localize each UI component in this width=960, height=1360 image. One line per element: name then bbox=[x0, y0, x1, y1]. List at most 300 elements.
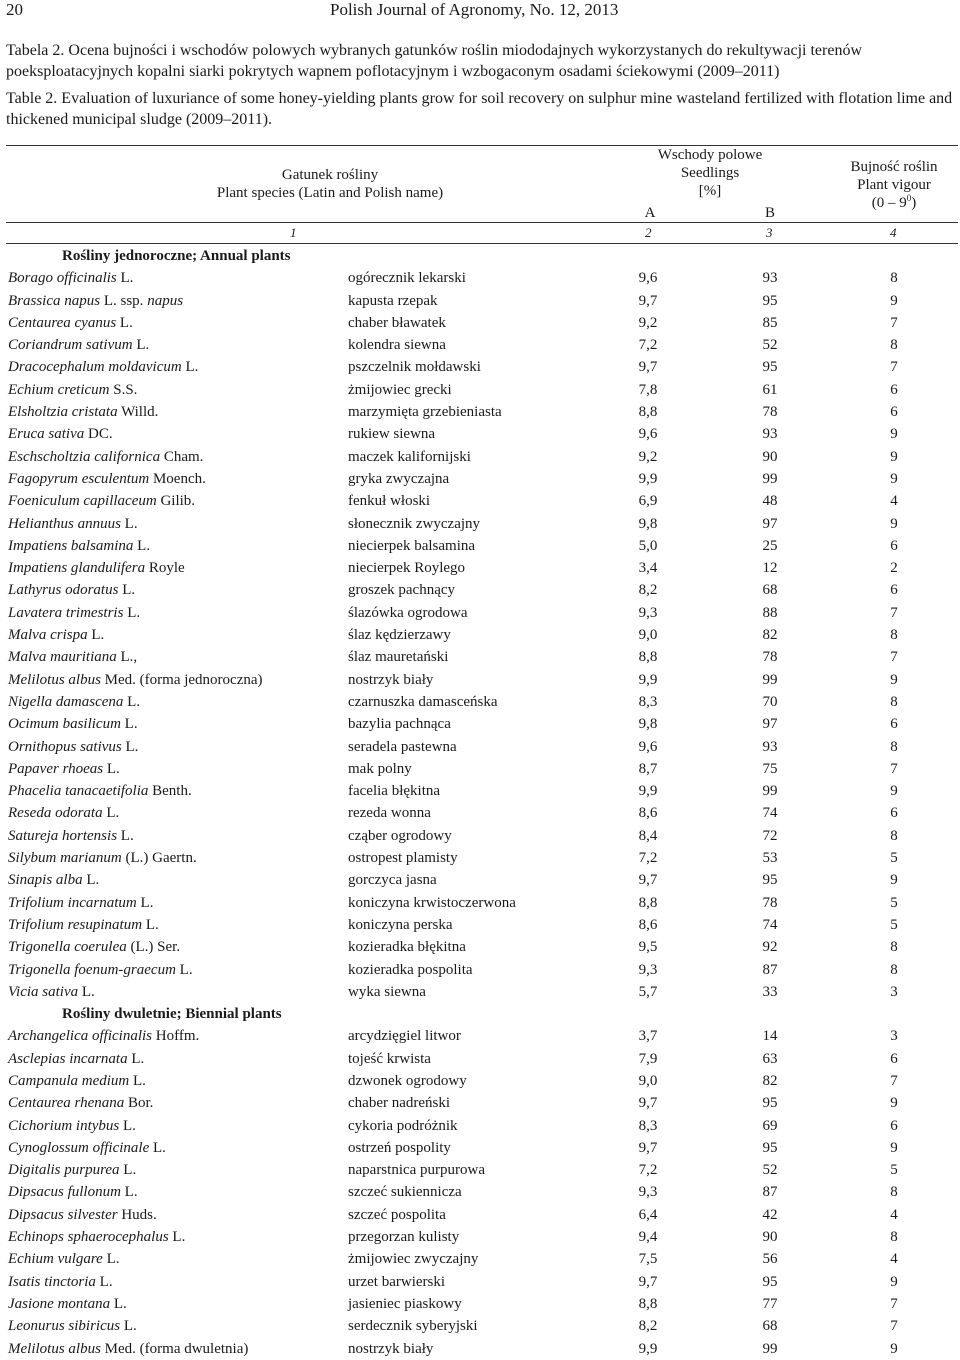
plant-vigour: 7 bbox=[890, 604, 898, 621]
plant-vigour: 6 bbox=[890, 537, 898, 554]
latin-name-italic: Lathyrus odoratus bbox=[8, 582, 119, 599]
polish-name: dzwonek ogrodowy bbox=[348, 1072, 467, 1089]
table-row bbox=[0, 557, 960, 579]
latin-name-italic: Dracocephalum moldavicum bbox=[8, 359, 182, 376]
seedlings-a: 9,9 bbox=[638, 1340, 658, 1357]
latin-name bbox=[8, 869, 99, 891]
latin-name bbox=[8, 1159, 136, 1181]
seedlings-b: 97 bbox=[762, 716, 778, 733]
polish-name: rezeda wonna bbox=[348, 805, 431, 822]
latin-name-italic: Trigonella foenum-graecum bbox=[8, 961, 176, 978]
header-col-b: B bbox=[764, 205, 775, 221]
table-row bbox=[0, 624, 960, 646]
latin-name-italic: Coriandrum sativum bbox=[8, 337, 133, 354]
latin-name-italic: Echinops sphaerocephalus bbox=[8, 1229, 169, 1246]
latin-name bbox=[8, 401, 158, 423]
plant-vigour: 9 bbox=[890, 1095, 898, 1112]
latin-name bbox=[8, 825, 134, 847]
latin-name bbox=[8, 1226, 185, 1248]
plant-vigour: 9 bbox=[890, 1273, 898, 1290]
seedlings-b: 61 bbox=[762, 381, 778, 398]
seedlings-a: 8,8 bbox=[638, 1295, 658, 1312]
polish-name: ślaz kędzierzawy bbox=[348, 627, 451, 644]
latin-name-italic: Dipsacus fullonum bbox=[8, 1184, 121, 1201]
latin-name-italic: Echium creticum bbox=[8, 381, 110, 398]
seedlings-b: 82 bbox=[762, 1072, 778, 1089]
latin-name bbox=[8, 602, 140, 624]
table-row bbox=[0, 1315, 960, 1337]
seedlings-b: 69 bbox=[762, 1117, 778, 1134]
latin-name-authority: Med. (forma dwuletnia) bbox=[100, 1340, 249, 1357]
latin-name bbox=[8, 892, 153, 914]
seedlings-b: 52 bbox=[762, 337, 778, 354]
latin-name-authority: L. bbox=[120, 1184, 138, 1201]
table-row bbox=[0, 423, 960, 445]
polish-name: seradela pastewna bbox=[348, 738, 457, 755]
table-section-heading bbox=[0, 1003, 960, 1025]
seedlings-b: 97 bbox=[762, 515, 778, 532]
polish-name: nostrzyk biały bbox=[348, 671, 434, 688]
latin-name bbox=[8, 1181, 138, 1203]
latin-name-authority: L. bbox=[87, 627, 105, 644]
polish-name: kapusta rzepak bbox=[348, 292, 438, 309]
table-row bbox=[0, 579, 960, 601]
seedlings-b: 72 bbox=[762, 827, 778, 844]
seedlings-b: 70 bbox=[762, 693, 778, 710]
latin-name bbox=[8, 780, 192, 802]
latin-name bbox=[8, 312, 133, 334]
seedlings-a: 9,7 bbox=[638, 1139, 658, 1156]
seedlings-b: 88 bbox=[762, 604, 778, 621]
latin-name bbox=[8, 1070, 146, 1092]
plant-vigour: 6 bbox=[890, 1050, 898, 1067]
plant-vigour: 7 bbox=[890, 1295, 898, 1312]
column-number-4: 4 bbox=[890, 225, 897, 240]
table-caption-english: Table 2. Evaluation of luxuriance of some honey-yielding plants grow for soil recovery on sulphur mine wasteland fertilized with flotation lime and thickened municipal sludge (2009–2011). bbox=[6, 90, 953, 128]
plant-vigour: 9 bbox=[890, 515, 898, 532]
latin-name bbox=[8, 379, 137, 401]
latin-name-italic: Asclepias incarnata bbox=[8, 1050, 128, 1067]
polish-name: słonecznik zwyczajny bbox=[348, 515, 481, 532]
latin-name bbox=[8, 468, 206, 490]
latin-name-authority: L. bbox=[168, 1229, 186, 1246]
seedlings-a: 9,6 bbox=[638, 426, 658, 443]
header-seedlings bbox=[620, 146, 800, 200]
page-header bbox=[0, 0, 960, 24]
table-row bbox=[0, 602, 960, 624]
latin-name-authority: DC. bbox=[84, 426, 113, 443]
seedlings-a: 9,7 bbox=[638, 359, 658, 376]
latin-name-authority: L. bbox=[78, 983, 95, 1000]
plant-vigour: 9 bbox=[890, 872, 898, 889]
column-number-rule bbox=[6, 243, 958, 244]
polish-name: niecierpek Roylego bbox=[348, 560, 466, 577]
latin-name-authority: L. bbox=[103, 760, 120, 777]
latin-name-authority: L. bbox=[118, 582, 136, 599]
latin-name bbox=[8, 669, 263, 691]
polish-name: fenkuł włoski bbox=[348, 493, 431, 510]
seedlings-a: 8,6 bbox=[638, 916, 658, 933]
seedlings-a: 9,6 bbox=[638, 270, 658, 287]
latin-name-italic: napus bbox=[147, 292, 184, 309]
seedlings-b: 68 bbox=[762, 582, 778, 599]
latin-name bbox=[8, 1315, 137, 1337]
latin-name bbox=[8, 1248, 120, 1270]
seedlings-b: 99 bbox=[762, 1340, 778, 1357]
latin-name bbox=[8, 334, 149, 356]
latin-name bbox=[8, 981, 95, 1003]
table-row bbox=[0, 1248, 960, 1270]
latin-name bbox=[8, 290, 183, 312]
seedlings-b: 53 bbox=[762, 850, 778, 867]
page-number: 20 bbox=[6, 0, 23, 19]
latin-name bbox=[8, 758, 120, 780]
plant-vigour: 6 bbox=[890, 582, 898, 599]
table-row bbox=[0, 758, 960, 780]
latin-name-authority: L. bbox=[120, 1318, 137, 1335]
latin-name-authority: L. bbox=[119, 1162, 137, 1179]
plant-vigour: 6 bbox=[890, 716, 898, 733]
latin-name-authority: Bor. bbox=[124, 1095, 154, 1112]
latin-name-authority: L. bbox=[133, 537, 151, 554]
table-row bbox=[0, 736, 960, 758]
polish-name: koniczyna krwistoczerwona bbox=[348, 894, 516, 911]
plant-vigour: 8 bbox=[890, 738, 898, 755]
plant-vigour: 4 bbox=[890, 1206, 898, 1223]
table-row bbox=[0, 1048, 960, 1070]
seedlings-b: 63 bbox=[762, 1050, 778, 1067]
plant-vigour: 7 bbox=[890, 760, 898, 777]
polish-name: arcydzięgiel litwor bbox=[348, 1028, 461, 1045]
table-row bbox=[0, 1137, 960, 1159]
latin-name-authority: S.S. bbox=[109, 381, 138, 398]
latin-name bbox=[8, 1048, 144, 1070]
plant-vigour: 3 bbox=[890, 1028, 898, 1045]
seedlings-a: 9,9 bbox=[638, 671, 658, 688]
seedlings-a: 9,7 bbox=[638, 1273, 658, 1290]
latin-name-authority: Gilib. bbox=[156, 493, 196, 510]
polish-name: niecierpek balsamina bbox=[348, 537, 476, 554]
seedlings-a: 6,9 bbox=[638, 493, 658, 510]
latin-name-italic: Lavatera trimestris bbox=[8, 604, 124, 621]
latin-name-authority: L. bbox=[117, 827, 134, 844]
plant-vigour: 8 bbox=[890, 627, 898, 644]
latin-name bbox=[8, 1293, 127, 1315]
seedlings-a: 9,2 bbox=[638, 448, 658, 465]
latin-name-italic: Satureja hortensis bbox=[8, 827, 118, 844]
header-col-a: A bbox=[644, 205, 656, 221]
table-row bbox=[0, 535, 960, 557]
polish-name: nostrzyk biały bbox=[348, 1340, 434, 1357]
polish-name: szczeć sukiennicza bbox=[348, 1184, 462, 1201]
header-species-en: Plant species (Latin and Polish name) bbox=[216, 185, 444, 201]
polish-name: gorczyca jasna bbox=[348, 872, 437, 889]
header-vigour-en: Plant vigour bbox=[857, 177, 931, 193]
table-row bbox=[0, 1226, 960, 1248]
seedlings-b: 90 bbox=[762, 448, 778, 465]
latin-name bbox=[8, 557, 185, 579]
seedlings-b: 56 bbox=[762, 1251, 778, 1268]
polish-name: rukiew siewna bbox=[348, 426, 436, 443]
plant-vigour: 6 bbox=[890, 805, 898, 822]
polish-name: żmijowiec zwyczajny bbox=[348, 1251, 479, 1268]
table-row bbox=[0, 847, 960, 869]
seedlings-a: 7,8 bbox=[638, 381, 658, 398]
plant-vigour: 7 bbox=[890, 1318, 898, 1335]
seedlings-b: 48 bbox=[762, 493, 778, 510]
latin-name-authority: (L.) Gaertn. bbox=[121, 850, 197, 867]
polish-name: ogórecznik lekarski bbox=[348, 270, 466, 287]
table-row bbox=[0, 691, 960, 713]
latin-name-authority: L. bbox=[102, 1251, 120, 1268]
table-row bbox=[0, 1271, 960, 1293]
table-row bbox=[0, 334, 960, 356]
seedlings-a: 7,2 bbox=[638, 337, 658, 354]
latin-name-italic: Vicia sativa bbox=[8, 983, 79, 1000]
latin-name-italic: Papaver rhoeas bbox=[8, 760, 104, 777]
seedlings-b: 33 bbox=[762, 983, 778, 1000]
latin-name-italic: Silybum marianum bbox=[8, 850, 122, 867]
latin-name-authority: L. bbox=[121, 738, 139, 755]
latin-name-italic: Phacelia tanacaetifolia bbox=[8, 783, 149, 800]
table-row bbox=[0, 379, 960, 401]
seedlings-a: 5,7 bbox=[638, 983, 658, 1000]
latin-name-italic: Foeniculum capillaceum bbox=[8, 493, 157, 510]
plant-vigour: 9 bbox=[890, 448, 898, 465]
section-label: Rośliny dwuletnie; Biennial plants bbox=[62, 1006, 282, 1023]
table-row bbox=[0, 780, 960, 802]
polish-name: naparstnica purpurowa bbox=[348, 1162, 486, 1179]
seedlings-a: 8,2 bbox=[638, 582, 658, 599]
plant-vigour: 2 bbox=[890, 560, 898, 577]
seedlings-b: 12 bbox=[762, 560, 778, 577]
latin-name-italic: Elsholtzia cristata bbox=[8, 404, 118, 421]
seedlings-b: 75 bbox=[762, 760, 778, 777]
plant-vigour: 8 bbox=[890, 939, 898, 956]
seedlings-b: 95 bbox=[762, 1273, 778, 1290]
polish-name: gryka zwyczajna bbox=[348, 470, 450, 487]
latin-name-authority: Moench. bbox=[149, 470, 206, 487]
latin-name bbox=[8, 535, 150, 557]
column-number-1: 1 bbox=[290, 225, 297, 240]
column-number-3: 3 bbox=[766, 225, 773, 240]
table-row bbox=[0, 713, 960, 735]
seedlings-b: 25 bbox=[762, 537, 778, 554]
latin-name bbox=[8, 959, 193, 981]
polish-name: groszek pachnący bbox=[348, 582, 456, 599]
plant-vigour: 9 bbox=[890, 1340, 898, 1357]
latin-name-italic: Nigella damascena bbox=[8, 693, 124, 710]
seedlings-a: 9,3 bbox=[638, 1184, 658, 1201]
latin-name bbox=[8, 1115, 136, 1137]
table-caption-polish: Tabela 2. Ocena bujności i wschodów polowych wybranych gatunków roślin miododajnych wykorzystanych do rekultywacji terenów poeksploatacyjnych kopalni siarki pokrytych wapnem poflotacyjnym i wzbogaconym osadami ściekowymi (2009–2011) bbox=[6, 42, 862, 80]
latin-name-italic: Centaurea rhenana bbox=[8, 1095, 125, 1112]
latin-name bbox=[8, 736, 138, 758]
seedlings-b: 93 bbox=[762, 270, 778, 287]
seedlings-a: 3,4 bbox=[638, 560, 658, 577]
latin-name-authority: L. bbox=[116, 270, 134, 287]
seedlings-a: 9,6 bbox=[638, 738, 658, 755]
table-row bbox=[0, 936, 960, 958]
table-top-rule bbox=[6, 145, 958, 146]
latin-name-authority: L. bbox=[142, 916, 159, 933]
latin-name bbox=[8, 646, 137, 668]
seedlings-a: 8,7 bbox=[638, 760, 658, 777]
seedlings-a: 8,4 bbox=[638, 827, 658, 844]
latin-name bbox=[8, 356, 198, 378]
seedlings-b: 78 bbox=[762, 894, 778, 911]
table-row bbox=[0, 802, 960, 824]
seedlings-a: 8,8 bbox=[638, 894, 658, 911]
seedlings-b: 74 bbox=[762, 916, 778, 933]
table-row bbox=[0, 869, 960, 891]
latin-name-italic: Melilotus albus bbox=[8, 671, 101, 688]
latin-name-italic: Borago officinalis bbox=[8, 270, 117, 287]
plant-vigour: 7 bbox=[890, 649, 898, 666]
latin-name-authority: Hoffm. bbox=[152, 1028, 200, 1045]
seedlings-b: 99 bbox=[762, 470, 778, 487]
latin-name bbox=[8, 579, 135, 601]
seedlings-a: 3,7 bbox=[638, 1028, 658, 1045]
latin-name-italic: Eruca sativa bbox=[8, 426, 85, 443]
seedlings-b: 93 bbox=[762, 738, 778, 755]
latin-name-authority: Benth. bbox=[148, 783, 192, 800]
header-seedlings-unit: [%] bbox=[698, 183, 722, 199]
seedlings-b: 93 bbox=[762, 426, 778, 443]
latin-name bbox=[8, 490, 195, 512]
header-species-pl: Gatunek rośliny bbox=[281, 167, 379, 183]
seedlings-b: 78 bbox=[762, 649, 778, 666]
plant-vigour: 9 bbox=[890, 671, 898, 688]
plant-vigour: 7 bbox=[890, 359, 898, 376]
plant-vigour: 8 bbox=[890, 827, 898, 844]
seedlings-a: 9,5 bbox=[638, 939, 658, 956]
seedlings-a: 9,4 bbox=[638, 1229, 658, 1246]
table-body bbox=[0, 245, 960, 1360]
latin-name-italic: Trigonella coerulea bbox=[8, 939, 127, 956]
seedlings-b: 77 bbox=[762, 1295, 778, 1312]
latin-name-authority: L. bbox=[102, 805, 120, 822]
seedlings-a: 9,0 bbox=[638, 1072, 658, 1089]
table-row bbox=[0, 513, 960, 535]
latin-name bbox=[8, 624, 104, 646]
table-row bbox=[0, 1115, 960, 1137]
latin-name-authority: L. bbox=[127, 1050, 145, 1067]
seedlings-b: 90 bbox=[762, 1229, 778, 1246]
polish-name: ostrzeń pospolity bbox=[348, 1139, 451, 1156]
table-row bbox=[0, 1159, 960, 1181]
latin-name-authority: L. bbox=[110, 1295, 127, 1312]
seedlings-b: 87 bbox=[762, 961, 778, 978]
latin-name-italic: Cichorium intybus bbox=[8, 1117, 120, 1134]
table-row bbox=[0, 646, 960, 668]
polish-name: facelia błękitna bbox=[348, 783, 441, 800]
latin-name bbox=[8, 936, 180, 958]
seedlings-a: 9,7 bbox=[638, 1095, 658, 1112]
table-row bbox=[0, 1204, 960, 1226]
seedlings-a: 7,5 bbox=[638, 1251, 658, 1268]
polish-name: cykoria podróżnik bbox=[348, 1117, 458, 1134]
latin-name-italic: Cynoglossum officinale bbox=[8, 1139, 150, 1156]
table-row bbox=[0, 290, 960, 312]
plant-vigour: 8 bbox=[890, 270, 898, 287]
latin-name bbox=[8, 1271, 113, 1293]
plant-vigour: 8 bbox=[890, 693, 898, 710]
seedlings-a: 9,8 bbox=[638, 515, 658, 532]
polish-name: marzymięta grzebieniasta bbox=[348, 404, 502, 421]
polish-name: mak polny bbox=[348, 760, 412, 777]
header-rule bbox=[6, 222, 958, 223]
seedlings-b: 95 bbox=[762, 359, 778, 376]
journal-title: Polish Journal of Agronomy, No. 12, 2013 bbox=[330, 0, 619, 19]
latin-name bbox=[8, 423, 113, 445]
latin-name-authority: L. bbox=[82, 872, 100, 889]
latin-name-italic: Trifolium incarnatum bbox=[8, 894, 137, 911]
latin-name-italic: Malva crispa bbox=[8, 627, 88, 644]
seedlings-a: 7,2 bbox=[638, 1162, 658, 1179]
seedlings-a: 9,8 bbox=[638, 716, 658, 733]
polish-name: serdecznik syberyjski bbox=[348, 1318, 478, 1335]
seedlings-a: 7,2 bbox=[638, 850, 658, 867]
seedlings-b: 95 bbox=[762, 1095, 778, 1112]
latin-name-authority: L., bbox=[116, 649, 138, 666]
seedlings-a: 9,3 bbox=[638, 604, 658, 621]
latin-name-italic: Ocimum basilicum bbox=[8, 716, 121, 733]
latin-name-italic: Ornithopus sativus bbox=[8, 738, 122, 755]
latin-name-italic: Fagopyrum esculentum bbox=[8, 470, 150, 487]
latin-name-italic: Leonurus sibiricus bbox=[8, 1318, 121, 1335]
latin-name-authority: L. bbox=[123, 604, 141, 621]
plant-vigour: 6 bbox=[890, 1117, 898, 1134]
latin-name bbox=[8, 267, 133, 289]
plant-vigour: 6 bbox=[890, 381, 898, 398]
table-row bbox=[0, 1338, 960, 1360]
latin-name bbox=[8, 1137, 166, 1159]
latin-name-authority: Huds. bbox=[117, 1206, 157, 1223]
table-row bbox=[0, 1181, 960, 1203]
seedlings-b: 92 bbox=[762, 939, 778, 956]
latin-name-authority: L. bbox=[120, 716, 138, 733]
polish-name: cząber ogrodowy bbox=[348, 827, 452, 844]
seedlings-a: 9,7 bbox=[638, 872, 658, 889]
plant-vigour: 9 bbox=[890, 1139, 898, 1156]
seedlings-b: 42 bbox=[762, 1206, 778, 1223]
latin-name-authority: Willd. bbox=[117, 404, 159, 421]
plant-vigour: 3 bbox=[890, 983, 898, 1000]
plant-vigour: 9 bbox=[890, 292, 898, 309]
latin-name bbox=[8, 1204, 157, 1226]
latin-name-italic: Helianthus annuus bbox=[8, 515, 121, 532]
latin-name-authority: L. bbox=[123, 693, 141, 710]
column-number-2: 2 bbox=[645, 225, 652, 240]
section-label: Rośliny jednoroczne; Annual plants bbox=[62, 248, 291, 264]
latin-name bbox=[8, 691, 140, 713]
table-section-heading bbox=[0, 245, 960, 267]
latin-name-italic: Archangelica officinalis bbox=[8, 1028, 153, 1045]
seedlings-a: 8,6 bbox=[638, 805, 658, 822]
plant-vigour: 5 bbox=[890, 894, 898, 911]
table-row bbox=[0, 356, 960, 378]
plant-vigour: 5 bbox=[890, 916, 898, 933]
polish-name: bazylia pachnąca bbox=[348, 716, 451, 733]
latin-name-italic: Eschscholtzia californica bbox=[8, 448, 161, 465]
seedlings-b: 95 bbox=[762, 872, 778, 889]
polish-name: ślazówka ogrodowa bbox=[348, 604, 468, 621]
table-row bbox=[0, 892, 960, 914]
polish-name: chaber nadreński bbox=[348, 1095, 451, 1112]
table-row bbox=[0, 669, 960, 691]
latin-name-italic: Trifolium resupinatum bbox=[8, 916, 143, 933]
